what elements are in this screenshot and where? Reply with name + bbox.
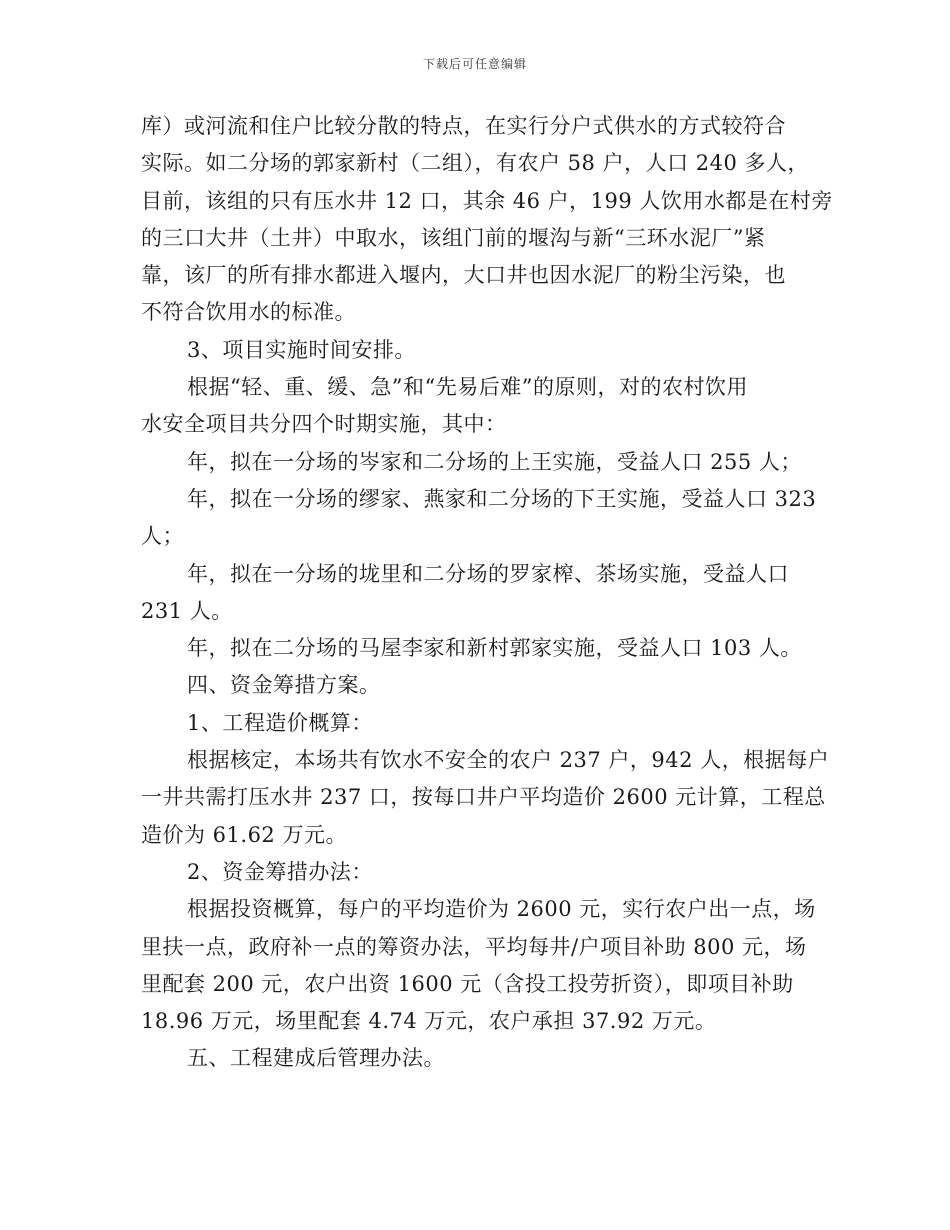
section-heading: 五、工程建成后管理办法。: [187, 1046, 445, 1071]
text-line: 年，拟在一分场的垅里和二分场的罗家榨、茶场实施，受益人口: [187, 561, 789, 586]
text-line: 231 人。: [141, 598, 233, 623]
text-line: 靠，该厂的所有排水都进入堰内，大口井也因水泥厂的粉尘污染，也: [141, 263, 786, 288]
text-line: 年，拟在一分场的缪家、燕家和二分场的下王实施，受益人口 323: [187, 486, 817, 511]
document-body: [141, 108, 833, 1078]
section-heading: 2、资金筹措办法：: [187, 859, 373, 884]
text-line: 里扶一点，政府补一点的筹资办法，平均每井/户项目补助 800 元，场: [141, 934, 807, 959]
text-line: 造价为 61.62 万元。: [141, 822, 347, 847]
text-line: 不符合饮用水的标准。: [141, 300, 356, 325]
text-line: 实际。如二分场的郭家新村（二组），有农户 58 户，人口 240 多人，: [141, 151, 810, 176]
text-line: 人；: [141, 524, 184, 549]
text-line: 根据核定，本场共有饮水不安全的农户 237 户，942 人，根据每户: [187, 748, 830, 773]
text-line: 的三口大井（土井）中取水，该组门前的堰沟与新“三环水泥厂”紧: [141, 225, 766, 250]
page-header: 下载后可任意编辑: [422, 57, 527, 71]
section-heading: 1、工程造价概算：: [187, 710, 373, 735]
text-line: 目前，该组的只有压水井 12 口，其余 46 户，199 人饮用水都是在村旁: [141, 188, 833, 213]
text-line: 里配套 200 元，农户出资 1600 元（含投工投劳折资），即项目补助: [141, 971, 794, 996]
text-line: 根据投资概算，每户的平均造价为 2600 元，实行农户出一点，场: [187, 897, 816, 922]
section-heading: 四、资金筹措方案。: [187, 673, 381, 698]
section-heading: 3、项目实施时间安排。: [187, 337, 416, 362]
text-line: 18.96 万元，场里配套 4.74 万元，农户承担 37.92 万元。: [141, 1009, 717, 1034]
text-line: 根据“轻、重、缓、急”和“先易后难”的原则，对的农村饮用: [187, 375, 748, 400]
text-line: 一井共需打压水井 237 口，按每口井户平均造价 2600 元计算，工程总: [141, 785, 826, 810]
text-line: 年，拟在一分场的岑家和二分场的上王实施，受益人口 255 人；: [187, 449, 802, 474]
text-line: 年，拟在二分场的马屋李家和新村郭家实施，受益人口 103 人。: [187, 636, 802, 661]
text-line: 水安全项目共分四个时期实施，其中：: [141, 412, 507, 437]
text-line: 库）或河流和住户比较分散的特点，在实行分户式供水的方式较符合: [141, 114, 786, 138]
